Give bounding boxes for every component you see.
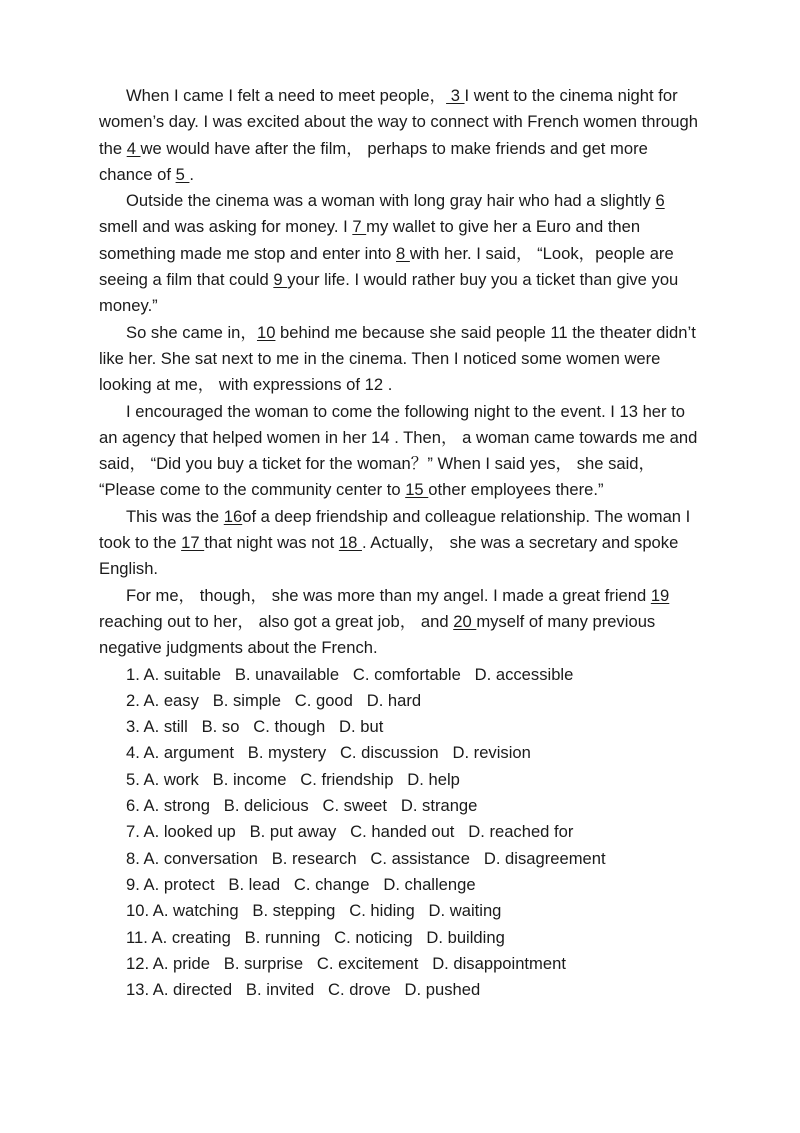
option-line-13: 13. A. directed B. invited C. drove D. pushed	[126, 980, 481, 1000]
paragraph-6	[99, 583, 699, 662]
paragraph-text: This was the	[126, 506, 224, 526]
blank-17: 17	[181, 533, 205, 553]
blank-9: 9	[273, 270, 288, 290]
paragraph-text: Outside the cinema was a woman with long gray hair who had a slightly	[126, 191, 656, 211]
option-line-4: 4. A. argument B. mystery C. discussion D. revision	[126, 743, 531, 763]
option-line-8: 8. A. conversation B. research C. assistance D. disagreement	[126, 848, 606, 868]
paragraph-text: my wallet to give her a Euro and then something made me stop and enter into	[99, 217, 641, 263]
option-line-5: 5. A. work B. income C. friendship D. help	[126, 769, 460, 789]
blank-16: 16	[223, 506, 243, 526]
blank-8: 8	[396, 243, 410, 263]
blank-7: 7	[352, 217, 367, 237]
paragraph-text: myself of many previous negative judgments about the French.	[99, 611, 656, 658]
paragraph-text: I went to the cinema night for women’s day. I was excited about the way to connect with French women through the	[99, 86, 698, 158]
paragraph-1	[99, 83, 699, 188]
paragraph-text: that night was not	[204, 533, 339, 553]
option-line-3: 3. A. still B. so C. though D. but	[126, 717, 384, 737]
paragraph-2	[99, 188, 699, 319]
option-line-10: 10. A. watching B. stepping C. hiding D. waiting	[126, 901, 502, 921]
option-line-6: 6. A. strong B. delicious C. sweet D. strange	[126, 796, 478, 816]
option-line-9: 9. A. protect B. lead C. change D. challenge	[126, 874, 476, 894]
paragraph-text: When I came I felt a need to meet people，	[126, 86, 447, 105]
paragraph-text: behind me because she said people 11 the theater didn’t like her. She sat next to me in the cinema. Then I noticed some women were looking at me， with expressions of 12 .	[99, 322, 696, 395]
blank-18: 18	[338, 533, 362, 553]
paragraph-text: For me， though， she was more than my angel. I made a great friend	[126, 585, 651, 605]
option-line-1: 1. A. suitable B. unavailable C. comfortable D. accessible	[126, 664, 574, 684]
paragraph-text: . Actually， she was a secretary and spoke English.	[99, 533, 679, 579]
paragraph-text: with her. I said， “Look，people are seeing a film that could	[99, 243, 674, 290]
option-line-2: 2. A. easy B. simple C. good D. hard	[126, 690, 422, 710]
blank-5: 5	[175, 164, 190, 184]
blank-19: 19	[650, 585, 670, 605]
option-line-12: 12. A. pride B. surprise C. excitement D. disappointment	[126, 953, 566, 973]
blank-4: 4	[126, 138, 141, 158]
option-line-7: 7. A. looked up B. put away C. handed out D. reached for	[126, 822, 574, 842]
paragraph-text: reaching out to her， also got a great job， and	[99, 611, 454, 631]
paragraph-text: So she came in，	[126, 322, 257, 342]
blank-6: 6	[655, 191, 665, 211]
paragraph-text: of a deep friendship and colleague relationship. The woman I took to the	[99, 506, 691, 553]
paragraph-text: other employees there.”	[428, 480, 604, 500]
blank-20: 20	[453, 611, 477, 631]
blank-10: 10	[256, 322, 276, 342]
paragraph-3	[99, 320, 699, 399]
document-body	[99, 83, 699, 1003]
paragraph-5	[99, 504, 699, 583]
paragraph-text: .	[189, 164, 195, 184]
paragraph-text: your life. I would rather buy you a ticket than give you money.”	[99, 270, 679, 316]
paragraph-4	[99, 399, 699, 504]
blank-15: 15	[405, 480, 429, 500]
paragraph-text: smell and was asking for money. I	[99, 217, 353, 237]
paragraph-text: I encouraged the woman to come the following night to the event. I 13 her to an agency that helped women in her 14 . Then， a woman came towards me and said， “Did you buy a ticket for the woman？” When I said yes， she said， “Please come to the community center to	[99, 401, 698, 500]
paragraph-text: we would have after the film， perhaps to make friends and get more chance of	[99, 138, 648, 184]
blank-3: 3	[446, 86, 465, 105]
option-line-11: 11. A. creating B. running C. noticing D. building	[126, 927, 505, 947]
